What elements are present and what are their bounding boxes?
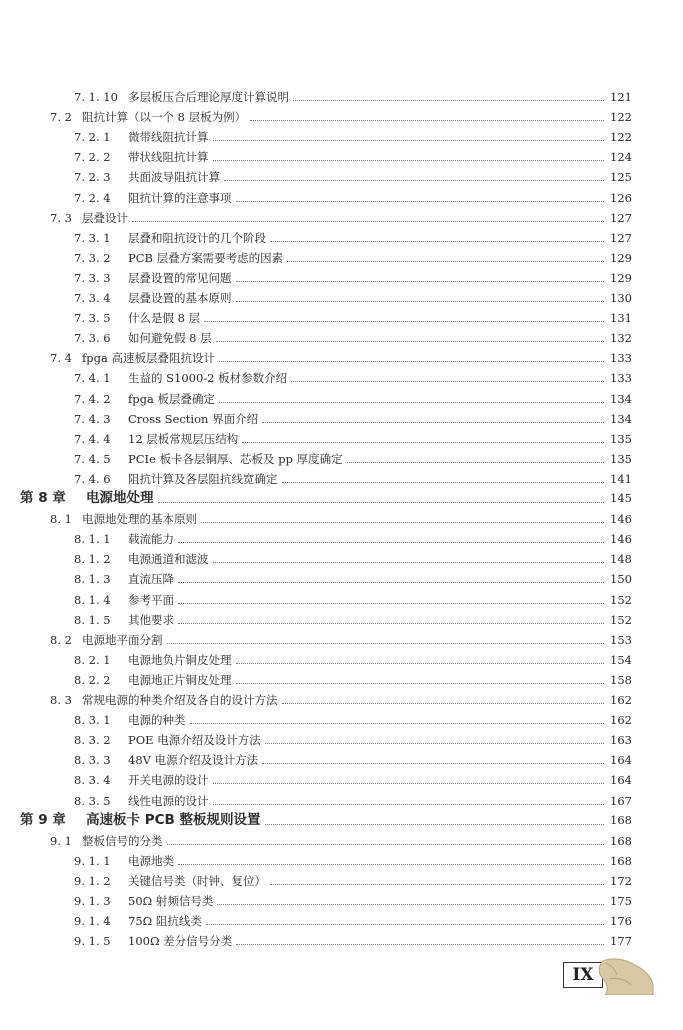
toc-entry-number: 7. 4. 1 xyxy=(74,371,111,386)
dot-leader xyxy=(293,100,604,101)
toc-subsection-row xyxy=(0,164,683,184)
dot-leader xyxy=(158,502,605,503)
toc-subsection-row xyxy=(0,607,683,627)
dot-leader xyxy=(213,562,605,563)
toc-subsection-row xyxy=(0,124,683,144)
toc-entry-page: 152 xyxy=(610,592,632,607)
toc-entry-title: 共面波导阻抗计算 xyxy=(128,170,220,185)
toc-section-row xyxy=(0,687,683,707)
toc-entry-page: 150 xyxy=(610,572,632,587)
dot-leader xyxy=(282,482,605,483)
toc-entry-page: 126 xyxy=(610,190,632,205)
toc-subsection-row xyxy=(0,707,683,727)
toc-entry-title: 12 层板常规层压结构 xyxy=(128,431,239,446)
toc-entry-number: 7. 4. 3 xyxy=(74,411,111,426)
toc-entry-number: 7. 4. 5 xyxy=(74,451,111,466)
toc-subsection-row xyxy=(0,265,683,285)
dot-leader xyxy=(132,221,604,222)
toc-entry-page: 133 xyxy=(610,371,632,386)
dot-leader xyxy=(206,924,604,925)
toc-entry-title: 什么是假 8 层 xyxy=(128,311,201,326)
toc-entry-number: 8. 3. 4 xyxy=(74,773,111,788)
toc-entry-page: 162 xyxy=(610,713,632,728)
dot-leader xyxy=(282,703,605,704)
toc-section-row xyxy=(0,627,683,647)
dot-leader xyxy=(270,241,604,242)
toc-entry-page: 162 xyxy=(610,693,632,707)
dot-leader xyxy=(262,422,604,423)
toc-entry-number: 7. 3. 4 xyxy=(74,291,111,305)
toc-subsection-row xyxy=(0,868,683,888)
toc-entry-title: 阻抗计算（以一个 8 层板为例） xyxy=(82,110,247,125)
toc-section-row xyxy=(0,104,683,124)
toc-entry-number: 8. 2. 2 xyxy=(74,672,111,687)
toc-subsection-row xyxy=(0,747,683,767)
toc-entry-number: 8. 1. 3 xyxy=(74,572,111,587)
toc-entry-title: 关键信号类（时钟、复位） xyxy=(128,873,266,888)
toc-section-row xyxy=(0,205,683,225)
dot-leader xyxy=(178,542,604,543)
toc-entry-number: 9. 1. 4 xyxy=(74,914,111,929)
toc-entry-page: 130 xyxy=(610,291,632,305)
toc-entry-number: 7. 4. 6 xyxy=(74,471,111,486)
toc-entry-number: 7. 4. 4 xyxy=(74,431,111,446)
toc-subsection-row xyxy=(0,185,683,205)
toc-entry-page: 127 xyxy=(610,230,632,245)
toc-subsection-row xyxy=(0,466,683,486)
toc-chapter-row xyxy=(0,486,683,506)
toc-entry-number: 7. 2. 3 xyxy=(74,170,111,185)
dot-leader xyxy=(236,663,605,664)
dot-leader xyxy=(236,301,605,302)
hand-holding-page-number-icon xyxy=(595,955,655,995)
dot-leader xyxy=(178,864,604,865)
toc-entry-page: 176 xyxy=(610,914,632,929)
toc-subsection-row xyxy=(0,325,683,345)
toc-entry-title: 电源地处理 xyxy=(86,490,154,506)
toc-subsection-row xyxy=(0,426,683,446)
toc-entry-number: 7. 3. 1 xyxy=(74,230,111,245)
toc-entry-title: 载流能力 xyxy=(128,532,174,547)
toc-subsection-row xyxy=(0,546,683,566)
dot-leader xyxy=(190,723,605,724)
toc-entry-title: 阻抗计算的注意事项 xyxy=(128,190,232,205)
toc-subsection-row xyxy=(0,245,683,265)
toc-entry-number: 7. 3. 6 xyxy=(74,331,111,346)
toc-entry-number: 7. 4. 2 xyxy=(74,391,111,406)
toc-entry-number: 第 8 章 xyxy=(20,490,66,506)
toc-entry-title: 电源地处理的基本原则 xyxy=(82,512,197,527)
toc-entry-number: 9. 1. 3 xyxy=(74,894,111,908)
toc-entry-title: fpga 高速板层叠阻抗设计 xyxy=(82,351,215,366)
toc-entry-page: 177 xyxy=(610,934,632,949)
toc-entry-page: 158 xyxy=(610,672,632,687)
toc-section-row xyxy=(0,828,683,848)
toc-subsection-row xyxy=(0,305,683,325)
dot-leader xyxy=(216,341,604,342)
dot-leader xyxy=(265,824,605,825)
toc-entry-title: 高速板卡 PCB 整板规则设置 xyxy=(86,811,261,828)
toc-entry-page: 124 xyxy=(610,150,632,165)
toc-entry-number: 7. 2. 1 xyxy=(74,130,111,145)
toc-entry-page: 146 xyxy=(610,532,632,547)
dot-leader xyxy=(201,522,604,523)
toc-entry-page: 152 xyxy=(610,612,632,627)
toc-entry-number: 7. 3 xyxy=(50,210,72,225)
toc-entry-page: 154 xyxy=(610,652,632,667)
toc-entry-page: 135 xyxy=(610,451,632,466)
dot-leader xyxy=(250,120,604,121)
toc-entry-page: 148 xyxy=(610,552,632,567)
toc-entry-page: 164 xyxy=(610,773,632,788)
toc-entry-title: 100Ω 差分信号分类 xyxy=(128,934,233,949)
toc-entry-page: 175 xyxy=(610,894,632,908)
toc-entry-title: 线性电源的设计 xyxy=(128,793,209,808)
toc-entry-page: 129 xyxy=(610,250,632,265)
toc-subsection-row xyxy=(0,225,683,245)
toc-entry-page: 131 xyxy=(610,311,632,326)
toc-subsection-row xyxy=(0,788,683,808)
toc-entry-title: 整板信号的分类 xyxy=(82,833,163,848)
toc-entry-title: fpga 板层叠确定 xyxy=(128,391,215,406)
toc-entry-title: 电源的种类 xyxy=(128,713,186,728)
toc-entry-number: 8. 1. 4 xyxy=(74,592,111,607)
toc-entry-page: 168 xyxy=(610,853,632,868)
toc-section-row xyxy=(0,506,683,526)
toc-entry-page: 132 xyxy=(610,331,632,346)
toc-entry-page: 125 xyxy=(610,170,632,185)
toc-entry-number: 7. 2. 4 xyxy=(74,190,111,205)
dot-leader xyxy=(236,683,605,684)
toc-entry-title: 生益的 S1000-2 板材参数介绍 xyxy=(128,371,288,386)
dot-leader xyxy=(265,743,604,744)
toc-entry-title: POE 电源介绍及设计方法 xyxy=(128,733,261,748)
dot-leader xyxy=(217,904,604,905)
toc-entry-page: 172 xyxy=(610,873,632,888)
toc-subsection-row xyxy=(0,928,683,948)
toc-section-row xyxy=(0,345,683,365)
toc-entry-page: 164 xyxy=(610,753,632,768)
toc-entry-title: PCB 层叠方案需要考虑的因素 xyxy=(128,250,284,265)
toc-entry-number: 8. 2 xyxy=(50,632,72,647)
toc-entry-number: 8. 3. 1 xyxy=(74,713,111,728)
dot-leader xyxy=(213,160,605,161)
toc-entry-page: 129 xyxy=(610,270,632,285)
dot-leader xyxy=(213,804,605,805)
toc-entry-title: 微带线阻抗计算 xyxy=(128,130,209,145)
toc-subsection-row xyxy=(0,446,683,466)
toc-entry-number: 9. 1. 5 xyxy=(74,934,111,949)
toc-entry-number: 8. 3. 2 xyxy=(74,733,111,748)
toc-entry-number: 8. 3. 3 xyxy=(74,753,111,768)
toc-entry-title: 如何避免假 8 层 xyxy=(128,331,212,346)
toc-chapter-row xyxy=(0,808,683,828)
toc-entry-number: 7. 4 xyxy=(50,351,72,366)
toc-entry-title: 50Ω 射频信号类 xyxy=(128,894,214,908)
toc-entry-page: 133 xyxy=(610,351,632,366)
dot-leader xyxy=(178,582,604,583)
dot-leader xyxy=(291,381,604,382)
toc-subsection-row xyxy=(0,285,683,305)
toc-entry-number: 8. 1. 1 xyxy=(74,532,111,547)
dot-leader xyxy=(167,844,605,845)
toc-entry-number: 9. 1 xyxy=(50,833,72,848)
toc-entry-title: 多层板压合后理论厚度计算说明 xyxy=(128,90,289,104)
toc-entry-number: 7. 1. 10 xyxy=(74,90,118,104)
toc-entry-page: 122 xyxy=(610,110,632,125)
toc-entry-number: 9. 1. 1 xyxy=(74,853,111,868)
dot-leader xyxy=(242,442,604,443)
toc-entry-title: 层叠设计 xyxy=(82,210,128,225)
toc-entry-number: 8. 2. 1 xyxy=(74,652,111,667)
dot-leader xyxy=(270,884,604,885)
toc-entry-number: 7. 2. 2 xyxy=(74,150,111,165)
toc-subsection-row xyxy=(0,908,683,928)
toc-entry-number: 9. 1. 2 xyxy=(74,873,111,888)
toc-entry-page: 121 xyxy=(610,90,632,104)
toc-entry-number: 8. 3. 5 xyxy=(74,793,111,808)
toc-subsection-row xyxy=(0,727,683,747)
toc-subsection-row xyxy=(0,587,683,607)
toc-subsection-row xyxy=(0,566,683,586)
dot-leader xyxy=(213,140,605,141)
toc-entry-page: 122 xyxy=(610,130,632,145)
dot-leader xyxy=(236,944,604,945)
toc-entry-title: 电源地类 xyxy=(128,853,174,868)
toc-entry-title: 层叠设置的基本原则 xyxy=(128,291,232,305)
toc-entry-title: 其他要求 xyxy=(128,612,174,627)
dot-leader xyxy=(219,361,604,362)
toc-entry-page: 153 xyxy=(610,632,632,647)
toc-subsection-row xyxy=(0,647,683,667)
dot-leader xyxy=(213,783,605,784)
toc-entry-page: 163 xyxy=(610,733,632,748)
dot-leader xyxy=(262,763,604,764)
toc-subsection-row xyxy=(0,526,683,546)
toc-entry-page: 135 xyxy=(610,431,632,446)
toc-subsection-row xyxy=(0,406,683,426)
toc-entry-page: 134 xyxy=(610,411,632,426)
toc-entry-title: PCIe 板卡各层铜厚、芯板及 pp 厚度确定 xyxy=(128,451,343,466)
dot-leader xyxy=(236,281,605,282)
toc-entry-title: 常规电源的种类介绍及各自的设计方法 xyxy=(82,693,278,707)
toc-subsection-row xyxy=(0,888,683,908)
toc-subsection-row xyxy=(0,386,683,406)
toc-entry-title: 75Ω 阻抗线类 xyxy=(128,914,202,929)
dot-leader xyxy=(167,643,605,644)
dot-leader xyxy=(219,402,604,403)
toc-entry-number: 8. 3 xyxy=(50,693,72,707)
toc-entry-title: 48V 电源介绍及设计方法 xyxy=(128,753,259,768)
dot-leader xyxy=(287,261,604,262)
dot-leader xyxy=(204,321,604,322)
toc-entry-number: 7. 2 xyxy=(50,110,72,125)
toc-subsection-row xyxy=(0,144,683,164)
toc-subsection-row xyxy=(0,84,683,104)
toc-entry-title: 参考平面 xyxy=(128,592,174,607)
toc-entry-title: 开关电源的设计 xyxy=(128,773,209,788)
toc-entry-number: 7. 3. 2 xyxy=(74,250,111,265)
toc-entry-title: 层叠和阻抗设计的几个阶段 xyxy=(128,230,266,245)
toc-entry-title: 电源通道和滤波 xyxy=(128,552,209,567)
toc-entry-title: 电源地负片铜皮处理 xyxy=(128,652,232,667)
toc-entry-number: 7. 3. 5 xyxy=(74,311,111,326)
toc-entry-number: 7. 3. 3 xyxy=(74,270,111,285)
dot-leader xyxy=(347,462,604,463)
toc-entry-page: 141 xyxy=(610,471,632,486)
dot-leader xyxy=(236,201,605,202)
toc-entry-page: 168 xyxy=(610,833,632,848)
toc-entry-title: 电源地正片铜皮处理 xyxy=(128,672,232,687)
toc-entry-number: 8. 1 xyxy=(50,512,72,527)
toc-subsection-row xyxy=(0,767,683,787)
toc-entry-title: 电源地平面分割 xyxy=(82,632,163,647)
page-number-badge: IX xyxy=(563,962,603,988)
toc-subsection-row xyxy=(0,365,683,385)
toc-subsection-row xyxy=(0,667,683,687)
dot-leader xyxy=(178,623,604,624)
toc-entry-page: 167 xyxy=(610,793,632,808)
toc-entry-page: 127 xyxy=(610,210,632,225)
toc-entry-page: 145 xyxy=(610,491,632,505)
toc-entry-title: 阻抗计算及各层阻抗线宽确定 xyxy=(128,471,278,486)
dot-leader xyxy=(178,603,604,604)
toc-entry-title: 带状线阻抗计算 xyxy=(128,150,209,165)
dot-leader xyxy=(224,180,604,181)
toc-entry-page: 168 xyxy=(610,812,632,827)
toc-entry-page: 146 xyxy=(610,512,632,527)
toc-subsection-row xyxy=(0,848,683,868)
toc-entry-title: 层叠设置的常见问题 xyxy=(128,270,232,285)
toc-entry-title: Cross Section 界面介绍 xyxy=(128,411,259,426)
toc-entry-page: 134 xyxy=(610,391,632,406)
toc-entry-title: 直流压降 xyxy=(128,572,174,587)
toc-entry-number: 8. 1. 5 xyxy=(74,612,111,627)
toc-entry-number: 8. 1. 2 xyxy=(74,552,111,567)
toc-entry-number: 第 9 章 xyxy=(20,811,66,828)
